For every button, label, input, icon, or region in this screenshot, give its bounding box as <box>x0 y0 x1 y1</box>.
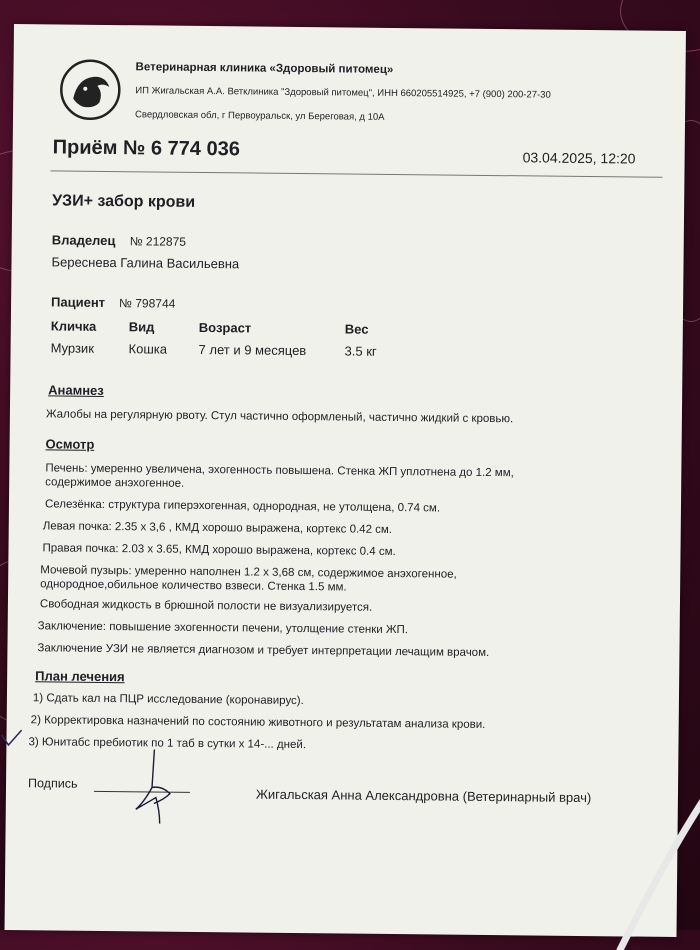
service-title: УЗИ+ забор крови <box>52 192 196 211</box>
patient-header-age: Возраст <box>198 319 252 336</box>
patient-number: № 798744 <box>119 296 176 311</box>
clinic-address: Свердловская обл, г Первоуральск, ул Береговая, д 10А <box>134 109 385 123</box>
plan-item: 3) Юнитабс пребиотик по 1 таб в сутки х 14-... дней. <box>28 736 307 752</box>
clinic-details: ИП Жигальская А.А. Ветклиника "Здоровый питомец", ИНН 660205514925, +7 (900) 200-27-30 <box>135 85 551 101</box>
header-divider <box>50 170 662 177</box>
patient-label: Пациент <box>51 294 106 310</box>
handwritten-signature-icon <box>124 747 185 826</box>
patient-name: Мурзик <box>50 340 95 356</box>
anamnesis-heading: Анамнез <box>48 382 104 398</box>
clinic-name: Ветеринарная клиника «Здоровый питомец» <box>135 61 394 76</box>
patient-weight: 3.5 кг <box>344 343 377 359</box>
plan-item: 2) Корректировка назначений по состоянию животного и результатам анализа крови. <box>30 714 486 731</box>
plan-item: 1) Сдать кал на ПЦР исследование (коронавирус). <box>32 692 304 708</box>
exam-heading: Осмотр <box>45 436 95 452</box>
patient-header-weight: Вес <box>344 321 369 337</box>
owner-name: Береснева Галина Васильевна <box>51 254 240 272</box>
checkmark-icon <box>0 729 22 747</box>
cable-icon <box>590 790 700 950</box>
visit-datetime: 03.04.2025, 12:20 <box>522 149 636 167</box>
exam-line: Заключение: повышение эхогенности печени, утолщение стенки ЖП. <box>37 620 409 637</box>
visit-title: Приём № 6 774 036 <box>52 136 241 161</box>
patient-age: 7 лет и 9 месяцев <box>198 341 307 359</box>
patient-header-species: Вид <box>128 319 155 335</box>
exam-line: Мочевой пузырь: умеренно наполнен 1.2 х 3,68 см, содержимое анэхогенное, <box>40 564 457 581</box>
patient-species: Кошка <box>128 341 168 357</box>
exam-line: Свободная жидкость в брюшной полости не визуализируется. <box>39 598 373 614</box>
signature-label: Подпись <box>27 776 78 791</box>
owner-number: № 212875 <box>129 234 187 249</box>
exam-line: Левая почка: 2.35 х 3,6 , КМД хорошо выражена, кортекс 0.42 см. <box>42 520 393 536</box>
exam-line: Печень: умеренно увеличена, эхогенность повышена. Стенка ЖП уплотнена до 1.2 мм, <box>45 462 514 480</box>
exam-line: Правая почка: 2.03 х 3.65, КМД хорошо выражена, кортекс 0.4 см. <box>42 542 396 559</box>
exam-line: содержимое анэхогенное. <box>45 476 185 490</box>
patient-header-name: Кличка <box>50 318 97 334</box>
doctor-name: Жигальская Анна Александровна (Ветеринарный врач) <box>255 786 592 806</box>
owner-label: Владелец <box>51 232 116 249</box>
plan-heading: План лечения <box>35 668 125 685</box>
exam-line: Селезёнка: структура гиперэхогенная, однородная, не утолщена, 0.74 см. <box>44 498 441 515</box>
clinic-logo-icon <box>59 58 122 121</box>
anamnesis-text: Жалобы на регулярную рвоту. Стул частично оформленый, частично жидкий с кровью. <box>45 408 514 426</box>
exam-line: Заключение УЗИ не является диагнозом и требует интерпретации лечащим врачом. <box>37 642 490 660</box>
document-sheet <box>5 24 686 937</box>
exam-line: однородное,обильное количество взвеси. Стенка 1.5 мм. <box>40 578 347 594</box>
